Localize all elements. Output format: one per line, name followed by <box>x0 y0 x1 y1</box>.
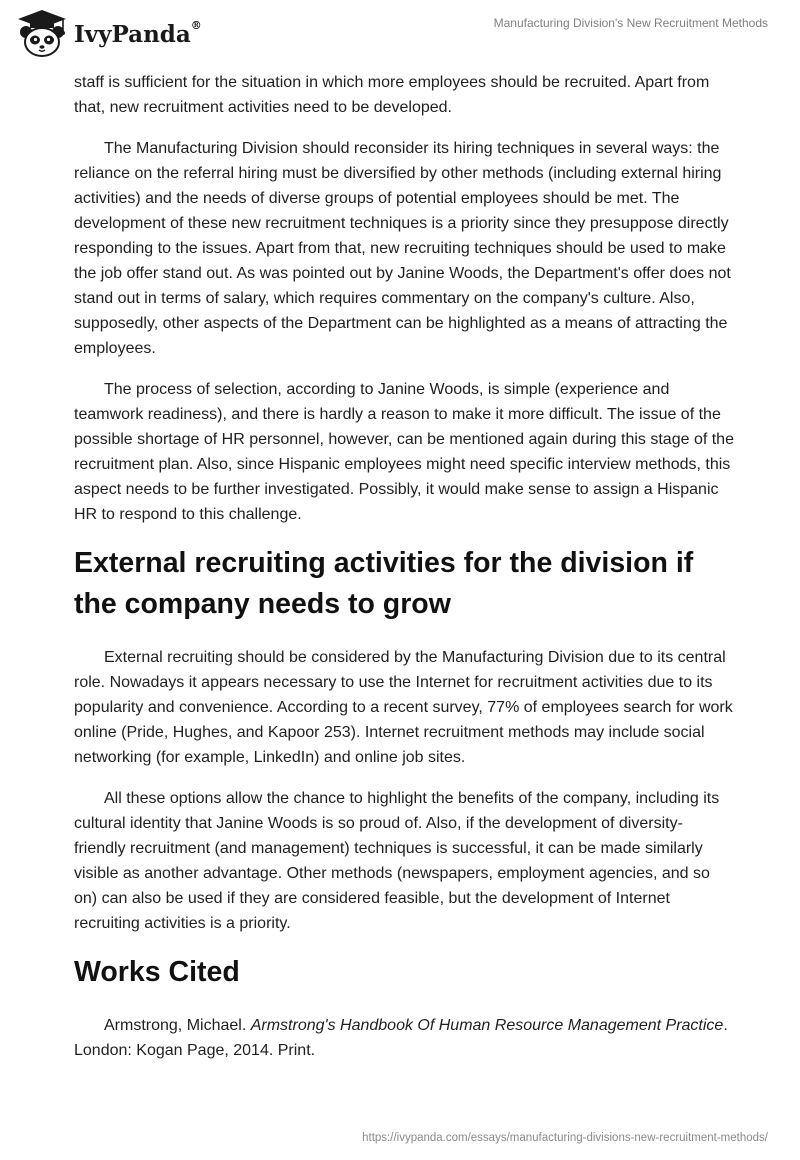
page-header <box>0 0 800 66</box>
ivypanda-logo[interactable] <box>14 8 244 58</box>
paragraph: staff is sufficient for the situation in which more employees should be recruited. Apart from that, new recruitment activities need to be developed. <box>74 74 710 116</box>
citation-author: Armstrong, Michael. <box>104 1017 251 1034</box>
brand-name: IvyPanda® <box>74 18 202 48</box>
paragraph: All these options allow the chance to highlight the benefits of the company, including its cultural identity that Janine Woods is so proud of. Also, if the development of diversity-friendly recruitment (and management) techniques is successful, it can be made similarly visible as another advantage. Other methods (newspapers, employment agencies, and so on) can also be used if they are considered feasible, but the development of Internet recruiting activities is a priority. <box>74 790 720 932</box>
works-cited-heading: Works Cited <box>74 956 240 988</box>
paragraph: External recruiting should be considered by the Manufacturing Division due to its central role. Nowadays it appears necessary to use the Internet for recruitment activities due to its popularity and convenience. According to a recent survey, 77% of employees search for work online (Pride, Hughes, and Kapoor 253). Internet recruitment methods may include social networking (for example, LinkedIn) and online job sites. <box>74 649 733 766</box>
citation-entry <box>74 1013 734 1063</box>
paragraph: The Manufacturing Division should reconsider its hiring techniques in several ways: the reliance on the referral hiring must be diversified by other methods (including external hiring activities) and the needs of diverse groups of potential employees should be met. The development of these new recruitment techniques is a priority since they presuppose directly responding to the issues. Apart from that, new recruiting techniques should be used to make the job offer stand out. As was pointed out by Janine Woods, the Department's offer does not stand out in terms of salary, which requires commentary on the company's culture. Also, supposedly, other aspects of the Department can be highlighted as a means of attracting the employees. <box>74 140 731 357</box>
section-heading: External recruiting activities for the division if the company needs to grow <box>74 547 694 620</box>
footer-url[interactable]: https://ivypanda.com/essays/manufacturing-divisions-new-recruitment-methods/ <box>362 1132 768 1144</box>
citation-title: Armstrong's Handbook Of Human Resource Management Practice <box>250 1017 724 1034</box>
essay-body <box>74 70 734 1079</box>
paragraph: The process of selection, according to Janine Woods, is simple (experience and teamwork readiness), and there is hardly a reason to make it more difficult. The issue of the possible shortage of HR personnel, however, can be mentioned again during this stage of the recruitment plan. Also, since Hispanic employees might need specific interview methods, this aspect needs to be further investigated. Possibly, it would make sense to assign a Hispanic HR to respond to this challenge. <box>74 381 734 523</box>
document-title: Manufacturing Division's New Recruitment Methods <box>493 16 768 30</box>
citation-publisher: . London: Kogan Page, 2014. Print. <box>74 1017 728 1059</box>
panda-graduate-icon <box>14 8 70 58</box>
